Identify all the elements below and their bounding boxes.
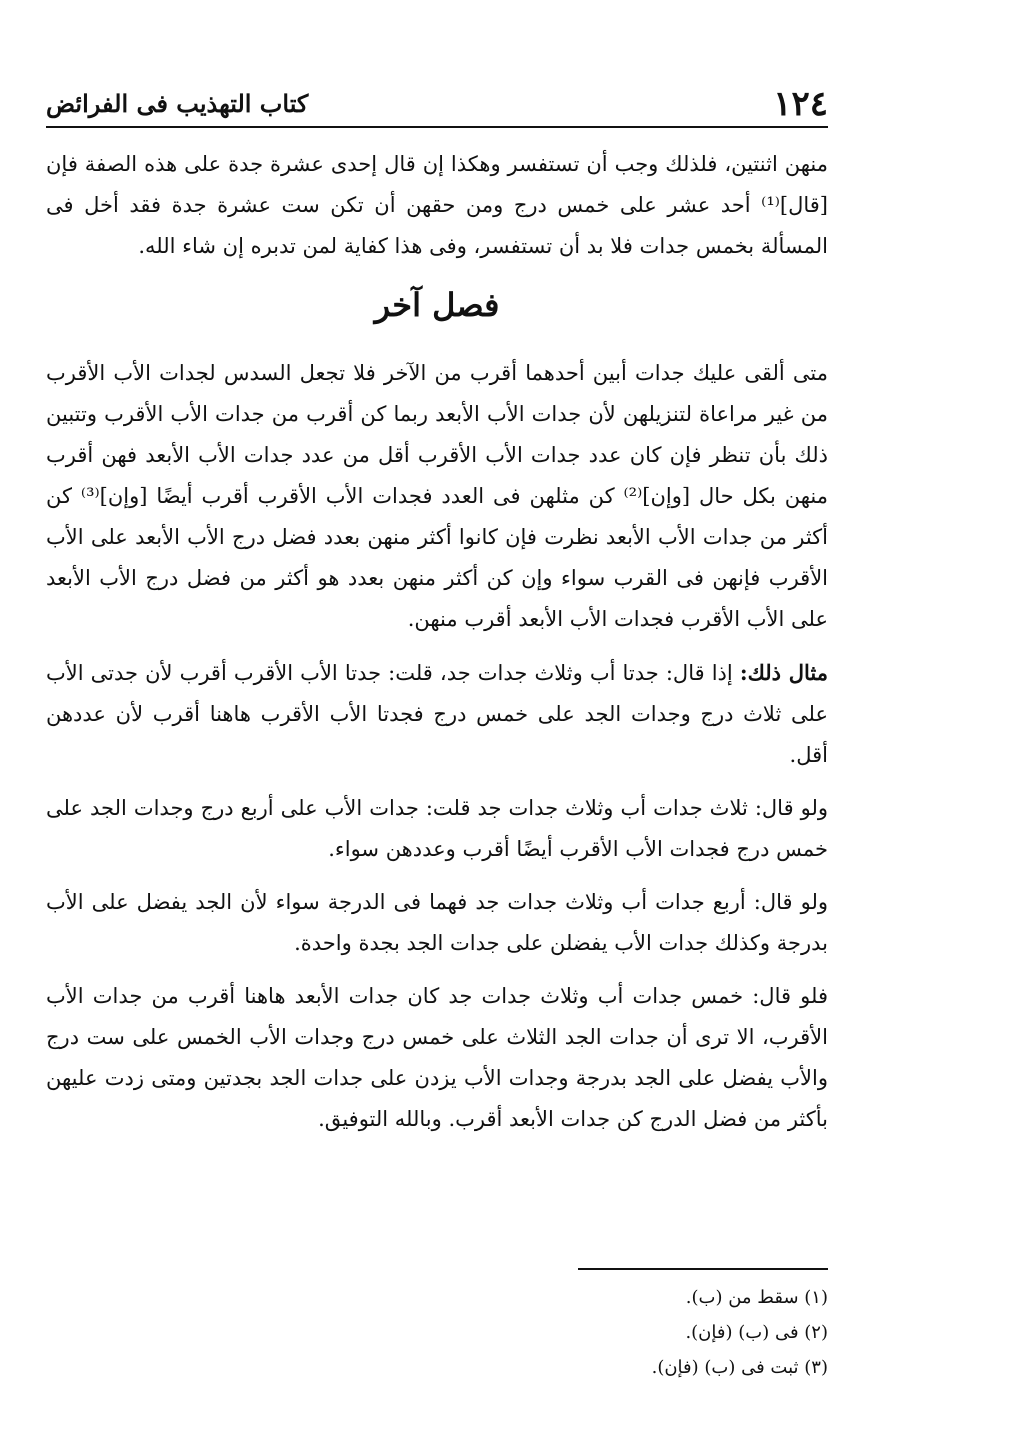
intro-paragraph: منهن اثنتين، فلذلك وجب أن تستفسر وهكذا إن قال إحدى عشرة جدة على هذه الصفة فإن [قال]⁽¹⁾ أحد عشر على خمس درج ومن حقهن أن تكن ست عشرة جدة فقد أخل فى المسألة بخمس جدات فلا بد أن تستفسر، وفى هذا كفاية لمن تدبره إن شاء الله. <box>46 152 828 258</box>
page-header <box>46 80 828 128</box>
footnote-3: (٣) ثبت فى (ب) (فإن). <box>651 1357 828 1378</box>
footnote-separator <box>578 1268 828 1270</box>
running-title: كتاب التهذيب فى الفرائض <box>46 89 309 118</box>
page-number: ١٢٤ <box>773 84 828 124</box>
footnotes <box>46 1280 828 1385</box>
section-heading: فصل آخر <box>374 286 500 324</box>
footnote-1: (١) سقط من (ب). <box>685 1287 828 1308</box>
footnote-2: (٢) فى (ب) (فإن). <box>685 1322 828 1343</box>
main-text <box>46 144 828 1152</box>
paragraph-3: ولو قال: ثلاث جدات أب وثلاث جدات جد قلت: جدات الأب على أربع درج وجدات الجد على خمس درج فجدات الأب الأقرب أيضًا أقرب وعددهن سواء. <box>46 796 828 861</box>
paragraph-4: ولو قال: أربع جدات أب وثلاث جدات جد فهما فى الدرجة سواء لأن الجد يفضل على الأب بدرجة وكذلك جدات الأب يفضلن على جدات الجد بجدة واحدة. <box>46 890 828 955</box>
paragraph-2-text: إذا قال: جدتا أب وثلاث جدات جد، قلت: جدتا الأب الأقرب أقرب لأن جدتى الأب على ثلاث درج وجدات الجد على خمس درج فجدتا الأب الأقرب هاهنا أقرب لأن عددهن أقل. <box>46 661 828 767</box>
paragraph-1: متى ألقى عليك جدات أبين أحدهما أقرب من الآخر فلا تجعل السدس لجدات الأب الأقرب من غير مراعاة لتنزيلهن لأن جدات الأب الأبعد ربما كن أقرب من جدات الأب الأقرب وتتبين ذلك بأن تنظر فإن كان عدد جدات الأب الأقرب أقل من عدد جدات الأب الأبعد فهن أقرب منهن بكل حال [وإن]⁽²⁾ كن مثلهن فى العدد فجدات الأب الأقرب أقرب أيضًا [وإن]⁽³⁾ كن أكثر من جدات الأب الأبعد نظرت فإن كانوا أكثر منهن بعدد فضل درج الأب الأبعد على الأب الأقرب فإنهن فى القرب سواء وإن كن أكثر منهن بعدد هو أكثر من فضل درج الأب الأبعد على الأب الأقرب فجدات الأب الأبعد أقرب منهن. <box>46 361 828 631</box>
paragraph-2 <box>46 652 828 776</box>
example-lead: مثال ذلك: <box>739 660 828 685</box>
paragraph-5: فلو قال: خمس جدات أب وثلاث جدات جد كان جدات الأبعد هاهنا أقرب من جدات الأب الأقرب، الا ترى أن جدات الجد الثلاث على خمس درج وجدات الأب الخمس على ست درج والأب يفضل على الجد بدرجة وجدات الأب يزدن على جدات الجد بجدتين ومتى زدت عليهن بأكثر من فضل الدرج كن جدات الأبعد أقرب. وبالله التوفيق. <box>46 984 828 1131</box>
